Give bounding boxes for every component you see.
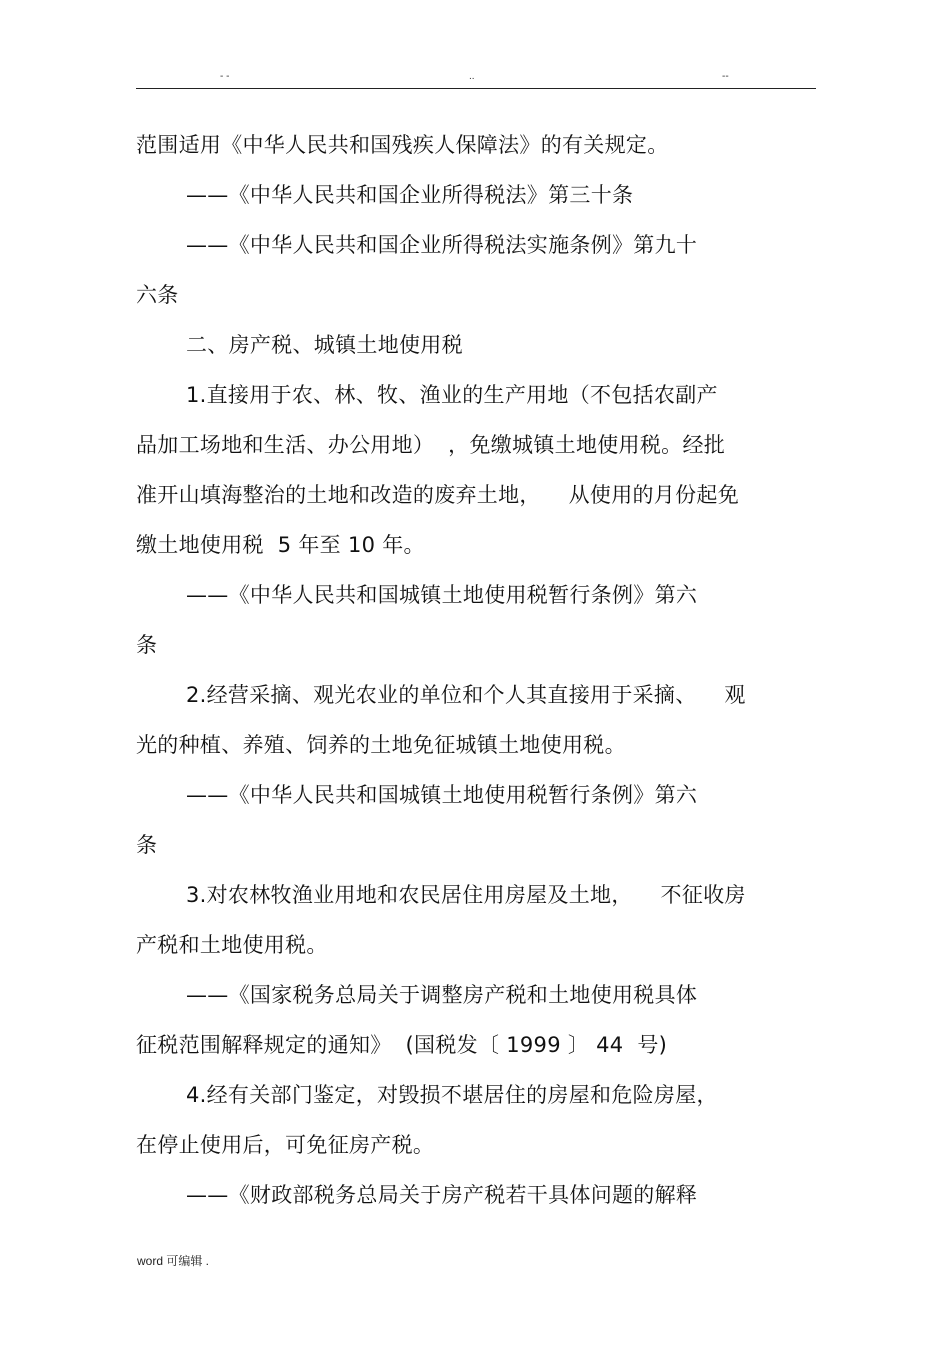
text-line: ——《中华人民共和国企业所得税法实施条例》第九十 — [186, 233, 698, 257]
text-line: 六条 — [136, 283, 179, 307]
text-line: ——《中华人民共和国企业所得税法》第三十条 — [186, 183, 634, 207]
text-line: ——《中华人民共和国城镇土地使用税暂行条例》第六 — [186, 783, 698, 807]
text-line: 3.对农林牧渔业用地和农民居住用房屋及土地， 不征收房 — [186, 883, 746, 907]
header-left-mark: - - — [220, 71, 230, 82]
text-line: 2.经营采摘、观光农业的单位和个人其直接用于采摘、 观 — [186, 683, 746, 707]
text-line: ——《国家税务总局关于调整房产税和土地使用税具体 — [186, 983, 698, 1007]
text-line: 准开山填海整治的土地和改造的废弃土地， 从使用的月份起免 — [136, 483, 739, 507]
text-line: ——《财政部税务总局关于房产税若干具体问题的解释 — [186, 1183, 698, 1207]
text-line: 征税范围解释规定的通知》 (国税发〔 1999 〕 44 号) — [136, 1033, 668, 1057]
header-right-mark: -- — [722, 71, 729, 82]
text-line: 4.经有关部门鉴定，对毁损不堪居住的房屋和危险房屋， — [186, 1083, 718, 1107]
section-heading: 二、房产税、城镇土地使用税 — [186, 333, 463, 357]
header-rule — [136, 88, 816, 89]
text-line: 品加工场地和生活、办公用地） ，免缴城镇土地使用税。经批 — [136, 433, 726, 457]
text-line: 范围适用《中华人民共和国残疾人保障法》的有关规定。 — [136, 133, 669, 157]
text-line: 缴土地使用税 5 年至 10 年。 — [136, 533, 425, 557]
text-line: 在停止使用后，可免征房产税。 — [136, 1133, 435, 1157]
text-line: 条 — [136, 633, 158, 657]
header-center-mark: .. — [469, 71, 475, 82]
text-line: 1.直接用于农、林、牧、渔业的生产用地（不包括农副产 — [186, 383, 718, 407]
text-line: 光的种植、养殖、饲养的土地免征城镇土地使用税。 — [136, 733, 626, 757]
text-line: ——《中华人民共和国城镇土地使用税暂行条例》第六 — [186, 583, 698, 607]
text-line: 条 — [136, 833, 158, 857]
text-line: 产税和土地使用税。 — [136, 933, 328, 957]
footer-label: word 可编辑 . — [137, 1254, 210, 1268]
